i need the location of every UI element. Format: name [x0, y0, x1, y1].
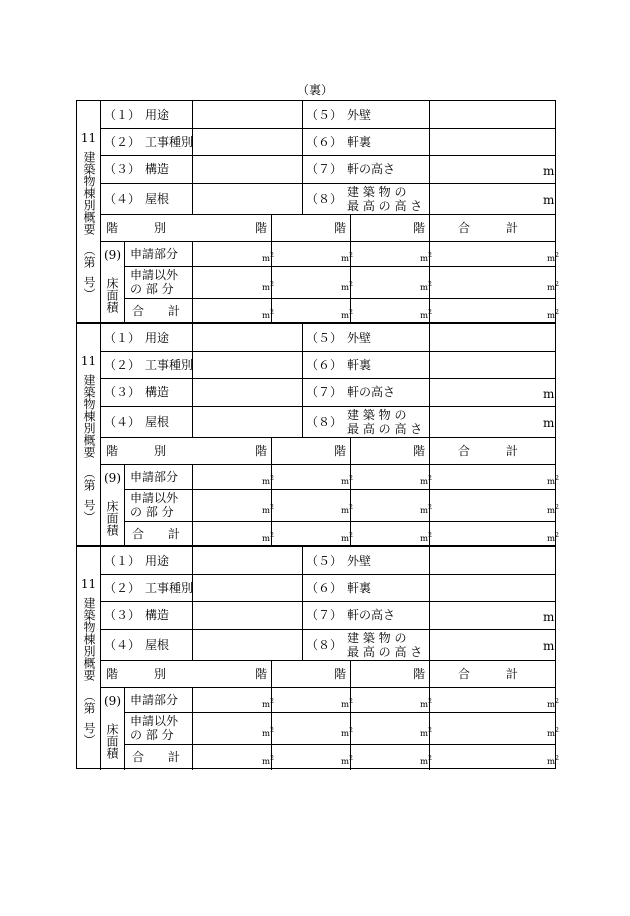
floor-header-kai: 階 [255, 221, 268, 235]
item-5-label: 外壁 [347, 331, 372, 345]
row-other-label-line1: 申請以外 [130, 268, 179, 282]
unit-sup: 2 [349, 309, 353, 316]
item-5-num: （５） [306, 108, 343, 122]
section-number: 11 [80, 131, 97, 145]
building-summary-form [76, 323, 559, 546]
item-8-num: （８） [306, 638, 343, 652]
item-5-label: 外壁 [347, 554, 372, 568]
unit-sup: 2 [555, 252, 559, 259]
item-6-num: （６） [306, 581, 343, 595]
unit-m: m [547, 310, 556, 321]
unit-sup: 2 [349, 755, 353, 762]
unit-m: m [341, 505, 350, 516]
item-4-num: （４） [104, 192, 141, 206]
item-2-label: 工事種別 [145, 135, 194, 149]
area-unit [547, 278, 559, 295]
building-no-open: （第 [82, 467, 96, 491]
area-unit [341, 752, 353, 769]
unit-sup: 2 [270, 252, 274, 259]
building-no-open: （第 [82, 244, 96, 268]
area-unit [262, 724, 274, 741]
section-title: 建築物棟別概要 [82, 374, 96, 458]
item-6-label: 軒裏 [347, 135, 372, 149]
area-unit [262, 501, 274, 518]
unit-sup: 2 [555, 309, 559, 316]
area-label: 床面積 [105, 500, 119, 536]
area-unit [420, 695, 432, 712]
floor-header-kai: 階 [413, 667, 426, 681]
area-unit [420, 501, 432, 518]
area-unit [547, 306, 559, 323]
unit-m: m [420, 310, 429, 321]
unit-sup: 2 [349, 532, 353, 539]
unit-sup: 2 [555, 698, 559, 705]
unit-sup: 2 [349, 727, 353, 734]
building-no-close: 号） [82, 276, 96, 300]
item-7-unit: m [543, 610, 555, 624]
item-5-num: （５） [306, 554, 343, 568]
unit-m: m [420, 282, 429, 293]
unit-m: m [341, 282, 350, 293]
unit-m: m [420, 476, 429, 487]
unit-m: m [420, 505, 429, 516]
item-7-label: 軒の高さ [347, 608, 396, 622]
item-4-label: 屋根 [145, 192, 170, 206]
section-title: 建築物棟別概要 [82, 597, 96, 681]
unit-m: m [547, 476, 556, 487]
item-2-label: 工事種別 [145, 581, 194, 595]
item-7-unit: m [543, 164, 555, 178]
floor-header-kai: 階 [334, 667, 347, 681]
floor-header-kai: 階 [334, 221, 347, 235]
item-4-num: （４） [104, 638, 141, 652]
item-8-unit: m [543, 639, 555, 653]
area-unit [341, 249, 353, 266]
item-6-num: （６） [306, 358, 343, 372]
unit-m: m [547, 253, 556, 264]
row-shinsei-label: 申請部分 [130, 470, 179, 484]
area-label: 床面積 [105, 277, 119, 313]
floor-header-goukei: 合 計 [458, 221, 519, 235]
unit-sup: 2 [428, 309, 432, 316]
area-unit [262, 278, 274, 295]
unit-m: m [341, 253, 350, 264]
area-number: (9) [104, 471, 121, 485]
item-1-num: （１） [104, 108, 141, 122]
unit-m: m [420, 533, 429, 544]
item-3-num: （３） [104, 385, 141, 399]
area-unit [262, 249, 274, 266]
unit-sup: 2 [349, 504, 353, 511]
section-number: 11 [80, 577, 97, 591]
area-unit [547, 529, 559, 546]
unit-m: m [341, 728, 350, 739]
unit-sup: 2 [270, 727, 274, 734]
unit-m: m [420, 756, 429, 767]
area-number: (9) [104, 694, 121, 708]
area-unit [262, 752, 274, 769]
area-unit [420, 529, 432, 546]
row-total-label: 合 計 [132, 750, 181, 764]
unit-m: m [547, 533, 556, 544]
item-8-unit: m [543, 416, 555, 430]
item-5-num: （５） [306, 331, 343, 345]
area-unit [341, 529, 353, 546]
floor-header-goukei: 合 計 [458, 444, 519, 458]
unit-sup: 2 [349, 475, 353, 482]
area-unit [420, 724, 432, 741]
unit-m: m [341, 310, 350, 321]
item-7-label: 軒の高さ [347, 385, 396, 399]
unit-sup: 2 [555, 755, 559, 762]
area-unit [341, 306, 353, 323]
area-unit [547, 752, 559, 769]
unit-sup: 2 [270, 504, 274, 511]
item-6-num: （６） [306, 135, 343, 149]
item-6-label: 軒裏 [347, 358, 372, 372]
item-7-label: 軒の高さ [347, 162, 396, 176]
row-shinsei-label: 申請部分 [130, 247, 179, 261]
unit-sup: 2 [428, 504, 432, 511]
area-unit [262, 472, 274, 489]
unit-sup: 2 [428, 698, 432, 705]
unit-sup: 2 [270, 755, 274, 762]
section-title: 建築物棟別概要 [82, 151, 96, 235]
item-8-label-line2: 最 高 の 高 さ [347, 645, 423, 659]
item-5-label: 外壁 [347, 108, 372, 122]
area-unit [420, 278, 432, 295]
item-2-num: （２） [104, 358, 141, 372]
floor-header-kai: 階 [413, 221, 426, 235]
row-other-label-line2: の 部 分 [130, 282, 174, 296]
floor-header-kai: 階 [413, 444, 426, 458]
area-unit [547, 472, 559, 489]
unit-m: m [547, 699, 556, 710]
item-3-num: （３） [104, 162, 141, 176]
area-unit [547, 724, 559, 741]
area-unit [262, 695, 274, 712]
section-number: 11 [80, 354, 97, 368]
item-7-num: （７） [306, 385, 343, 399]
unit-m: m [547, 756, 556, 767]
building-summary-form [76, 100, 559, 323]
unit-m: m [341, 756, 350, 767]
unit-m: m [262, 253, 271, 264]
area-unit [341, 278, 353, 295]
item-2-num: （２） [104, 135, 141, 149]
unit-m: m [420, 728, 429, 739]
unit-m: m [341, 476, 350, 487]
unit-sup: 2 [428, 475, 432, 482]
area-number: (9) [104, 248, 121, 262]
row-other-label-line1: 申請以外 [130, 714, 179, 728]
area-unit [262, 306, 274, 323]
floor-header-kai: 階 [255, 667, 268, 681]
item-8-unit: m [543, 193, 555, 207]
item-8-num: （８） [306, 192, 343, 206]
unit-m: m [262, 699, 271, 710]
unit-sup: 2 [270, 698, 274, 705]
item-7-num: （７） [306, 608, 343, 622]
item-1-num: （１） [104, 554, 141, 568]
item-8-label-line2: 最 高 の 高 さ [347, 199, 423, 213]
area-unit [420, 306, 432, 323]
unit-m: m [420, 699, 429, 710]
item-8-label-line1: 建 築 物 の [347, 408, 407, 422]
unit-sup: 2 [555, 727, 559, 734]
unit-sup: 2 [555, 281, 559, 288]
item-8-label-line1: 建 築 物 の [347, 631, 407, 645]
unit-sup: 2 [428, 755, 432, 762]
unit-sup: 2 [349, 698, 353, 705]
area-unit [420, 752, 432, 769]
unit-sup: 2 [270, 281, 274, 288]
item-4-label: 屋根 [145, 415, 170, 429]
area-unit [420, 249, 432, 266]
item-3-label: 構造 [145, 608, 170, 622]
building-no-close: 号） [82, 722, 96, 746]
unit-sup: 2 [428, 281, 432, 288]
item-3-num: （３） [104, 608, 141, 622]
area-unit [341, 501, 353, 518]
item-7-num: （７） [306, 162, 343, 176]
building-summary-form [76, 546, 559, 769]
unit-m: m [262, 505, 271, 516]
item-1-num: （１） [104, 331, 141, 345]
unit-sup: 2 [349, 281, 353, 288]
item-3-label: 構造 [145, 385, 170, 399]
unit-sup: 2 [428, 532, 432, 539]
item-1-label: 用途 [145, 108, 170, 122]
item-8-num: （８） [306, 415, 343, 429]
item-6-label: 軒裏 [347, 581, 372, 595]
building-no-open: （第 [82, 690, 96, 714]
row-shinsei-label: 申請部分 [130, 693, 179, 707]
unit-m: m [547, 505, 556, 516]
unit-m: m [547, 282, 556, 293]
unit-m: m [262, 310, 271, 321]
row-total-label: 合 計 [132, 304, 181, 318]
floor-header-kaibetsu: 階 別 [106, 221, 167, 235]
item-2-num: （２） [104, 581, 141, 595]
unit-sup: 2 [555, 475, 559, 482]
area-unit [547, 249, 559, 266]
area-unit [547, 695, 559, 712]
unit-sup: 2 [349, 252, 353, 259]
area-label: 床面積 [105, 723, 119, 759]
item-8-label-line2: 最 高 の 高 さ [347, 422, 423, 436]
area-unit [547, 501, 559, 518]
floor-header-kai: 階 [255, 444, 268, 458]
area-unit [420, 472, 432, 489]
building-no-close: 号） [82, 499, 96, 523]
item-8-label-line1: 建 築 物 の [347, 185, 407, 199]
unit-sup: 2 [428, 252, 432, 259]
item-1-label: 用途 [145, 331, 170, 345]
unit-m: m [547, 728, 556, 739]
row-other-label-line2: の 部 分 [130, 728, 174, 742]
unit-m: m [262, 476, 271, 487]
unit-sup: 2 [270, 309, 274, 316]
floor-header-kaibetsu: 階 別 [106, 667, 167, 681]
unit-m: m [341, 533, 350, 544]
floor-header-goukei: 合 計 [458, 667, 519, 681]
area-unit [341, 695, 353, 712]
unit-m: m [420, 253, 429, 264]
item-4-num: （４） [104, 415, 141, 429]
area-unit [341, 472, 353, 489]
floor-header-kaibetsu: 階 別 [106, 444, 167, 458]
item-4-label: 屋根 [145, 638, 170, 652]
area-unit [262, 529, 274, 546]
area-unit [341, 724, 353, 741]
row-other-label-line1: 申請以外 [130, 491, 179, 505]
row-other-label-line2: の 部 分 [130, 505, 174, 519]
unit-sup: 2 [270, 475, 274, 482]
unit-m: m [262, 282, 271, 293]
item-7-unit: m [543, 387, 555, 401]
unit-sup: 2 [555, 532, 559, 539]
page-header: （裏） [296, 83, 333, 97]
unit-m: m [262, 728, 271, 739]
item-1-label: 用途 [145, 554, 170, 568]
item-2-label: 工事種別 [145, 358, 194, 372]
unit-sup: 2 [270, 532, 274, 539]
row-total-label: 合 計 [132, 527, 181, 541]
floor-header-kai: 階 [334, 444, 347, 458]
unit-m: m [262, 533, 271, 544]
item-3-label: 構造 [145, 162, 170, 176]
unit-sup: 2 [428, 727, 432, 734]
unit-m: m [262, 756, 271, 767]
unit-m: m [341, 699, 350, 710]
unit-sup: 2 [555, 504, 559, 511]
